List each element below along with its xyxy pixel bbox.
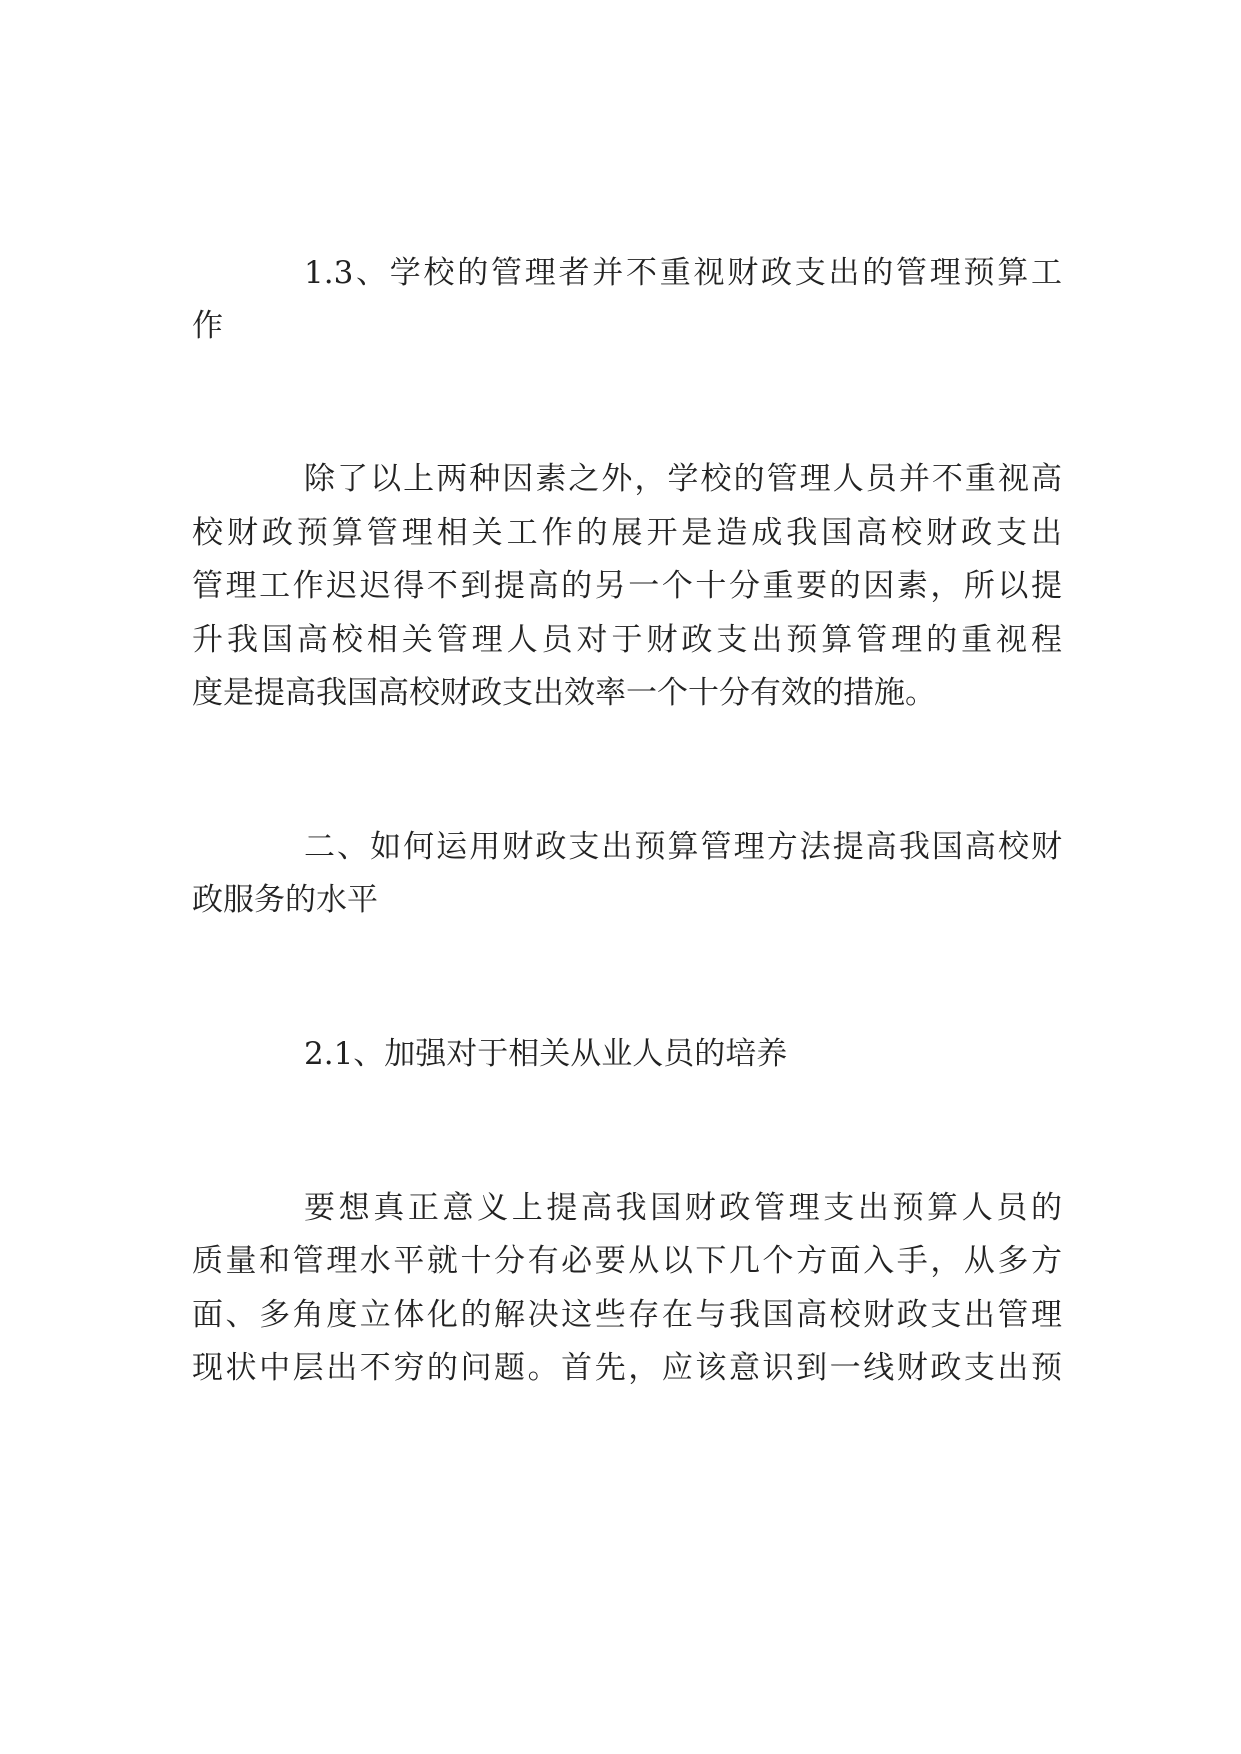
heading-2-line-2: 政服务的水平 bbox=[192, 882, 378, 918]
heading-2-1-line-1: 2.1、加强对于相关从业人员的培养 bbox=[304, 1036, 788, 1072]
heading-2-line-1: 二、如何运用财政支出预算管理方法提高我国高校财 bbox=[304, 829, 1062, 865]
paragraph-2-line-2: 质量和管理水平就十分有必要从以下几个方面入手，从多方 bbox=[192, 1243, 1062, 1279]
paragraph-2-line-1: 要想真正意义上提高我国财政管理支出预算人员的 bbox=[304, 1190, 1062, 1226]
heading-1-3-line-1: 1.3、学校的管理者并不重视财政支出的管理预算工 bbox=[304, 255, 1062, 291]
paragraph-1-line-3: 管理工作迟迟得不到提高的另一个十分重要的因素，所以提 bbox=[192, 568, 1062, 604]
paragraph-2-line-4: 现状中层出不穷的问题。首先，应该意识到一线财政支出预 bbox=[192, 1350, 1062, 1386]
paragraph-1-line-2: 校财政预算管理相关工作的展开是造成我国高校财政支出 bbox=[192, 515, 1062, 551]
paragraph-2-line-3: 面、多角度立体化的解决这些存在与我国高校财政支出管理 bbox=[192, 1297, 1062, 1333]
heading-1-3-line-2: 作 bbox=[192, 308, 223, 344]
paragraph-1-line-1: 除了以上两种因素之外，学校的管理人员并不重视高 bbox=[304, 461, 1062, 497]
paragraph-1-line-4: 升我国高校相关管理人员对于财政支出预算管理的重视程 bbox=[192, 622, 1062, 658]
paragraph-1-line-5: 度是提高我国高校财政支出效率一个十分有效的措施。 bbox=[192, 675, 936, 711]
